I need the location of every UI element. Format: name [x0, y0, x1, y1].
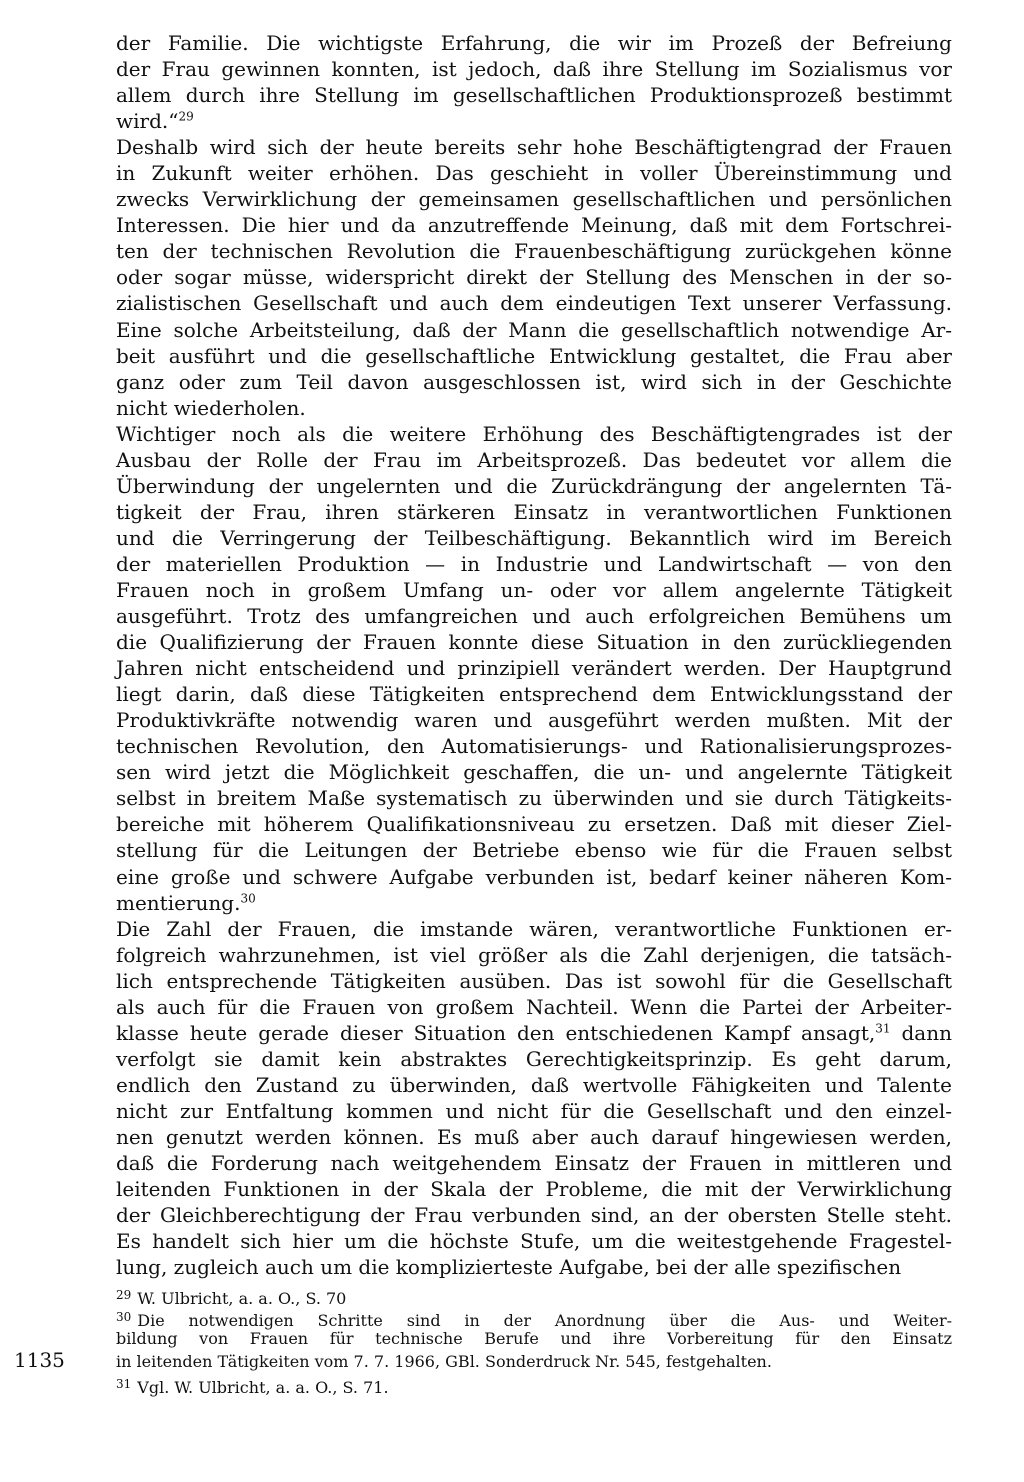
text-line	[116, 1072, 952, 1098]
line-text: nen genutzt werden können. Es muß aber auch darauf hingewiesen werden,	[116, 1124, 952, 1149]
paragraph	[116, 421, 952, 916]
text-line	[116, 525, 952, 551]
text-line	[116, 499, 952, 525]
body-text	[116, 30, 952, 1280]
line-text: tigkeit der Frau, ihren stärkeren Einsatz in verantwortlichen Funktionen	[116, 499, 952, 524]
line-text: wird.“	[116, 109, 179, 134]
line-text: Überwindung der ungelernten und die Zurückdrängung der angelernten Tä-	[116, 473, 952, 498]
line-text: Frauen noch in großem Umfang un- oder vor allem angelernte Tätigkeit	[116, 577, 952, 602]
line-text: Jahren nicht entscheidend und prinzipiell verändert werden. Der Hauptgrund	[116, 656, 952, 681]
footnote-line	[116, 1328, 952, 1350]
text-line	[116, 369, 952, 395]
footnote-line	[116, 1306, 952, 1328]
line-text: leitenden Funktionen in der Skala der Probleme, die mit der Verwirklichung	[116, 1177, 952, 1202]
footnote-text: Vgl. W. Ulbricht, a. a. O., S. 71.	[137, 1377, 389, 1397]
line-text: die Qualifizierung der Frauen konnte diese Situation in den zurückliegenden	[116, 630, 952, 655]
line-text: und die Verringerung der Teilbeschäftigung. Bekanntlich wird im Bereich	[116, 525, 952, 550]
line-text: daß die Forderung nach weitgehendem Einsatz der Frauen in mittleren und	[116, 1151, 952, 1176]
line-text: Wichtiger noch als die weitere Erhöhung des Beschäftigtengrades ist der	[116, 421, 952, 446]
line-text: der Frau gewinnen konnten, ist jedoch, daß ihre Stellung im Sozialismus vor	[116, 57, 952, 82]
line-text: ausgeführt. Trotz des umfangreichen und auch erfolgreichen Bemühens um	[116, 604, 952, 629]
footnote-number: 29	[116, 1288, 132, 1302]
text-line	[116, 707, 952, 733]
footnote-number: 30	[116, 1310, 132, 1325]
text-line	[116, 1202, 952, 1228]
text-line	[116, 785, 952, 811]
text-line	[116, 56, 952, 82]
line-text: der materiellen Produktion — in Industrie und Landwirtschaft — von den	[116, 551, 952, 576]
footnote-line	[116, 1284, 952, 1306]
text-line	[116, 1020, 952, 1046]
text-line	[116, 421, 952, 447]
line-text: zialistischen Gesellschaft und auch dem eindeutigen Text unserer Verfassung.	[116, 291, 952, 316]
line-text: Eine solche Arbeitsteilung, daß der Mann die gesellschaftlich notwendige Ar-	[116, 317, 952, 342]
text-line	[116, 1176, 952, 1202]
page-number: 1135	[14, 1348, 65, 1372]
text-line	[116, 629, 952, 655]
line-text: Deshalb wird sich der heute bereits sehr hohe Beschäftigtengrad der Frauen	[116, 135, 952, 160]
text-line	[116, 994, 952, 1020]
footnote-text: in leitenden Tätigkeiten vom 7. 7. 1966, GBl. Sonderdruck Nr. 545, festgehalten.	[116, 1351, 772, 1371]
text-line	[116, 238, 952, 264]
paragraph	[116, 916, 952, 1281]
footnote-text: W. Ulbricht, a. a. O., S. 70	[137, 1288, 347, 1308]
text-line	[116, 759, 952, 785]
line-text: Es handelt sich hier um die höchste Stufe, um die weitestgehende Fragestel-	[116, 1229, 952, 1254]
line-text: selbst in breitem Maße systematisch zu überwinden und sie durch Tätigkeits-	[116, 786, 952, 811]
footnote-ref: 29	[178, 109, 194, 124]
line-text: ganz oder zum Teil davon ausgeschlossen ist, wird sich in der Geschichte	[116, 369, 952, 394]
text-line	[116, 1150, 952, 1176]
text-line	[116, 551, 952, 577]
text-line	[116, 811, 952, 837]
line-text: mentierung.	[116, 890, 241, 915]
line-text: Produktivkräfte notwendig waren und ausgeführt werden mußten. Mit der	[116, 708, 952, 733]
line-text: als auch für die Frauen von großem Nachteil. Wenn die Partei der Arbeiter-	[116, 994, 952, 1019]
line-text: beit ausführt und die gesellschaftliche Entwicklung gestaltet, die Frau aber	[116, 343, 952, 368]
footnotes	[116, 1284, 952, 1395]
text-line	[116, 1124, 952, 1150]
line-text: in Zukunft weiter erhöhen. Das geschieht in voller Übereinstimmung und	[116, 161, 952, 186]
line-text: verfolgt sie damit kein abstraktes Gerechtigkeitsprinzip. Es geht darum,	[116, 1046, 952, 1071]
text-line	[116, 317, 952, 343]
line-text: lich entsprechende Tätigkeiten ausüben. Das ist sowohl für die Gesellschaft	[116, 968, 952, 993]
text-line	[116, 890, 952, 916]
text-line	[116, 968, 952, 994]
text-line	[116, 473, 952, 499]
text-line	[116, 447, 952, 473]
footnote-line	[116, 1351, 952, 1373]
line-text: stellung für die Leitungen der Betriebe ebenso wie für die Frauen selbst	[116, 838, 952, 863]
line-text: der Gleichberechtigung der Frau verbunden sind, an der obersten Stelle steht.	[116, 1203, 952, 1228]
text-line	[116, 1098, 952, 1124]
line-text: der Familie. Die wichtigste Erfahrung, die wir im Prozeß der Befreiung	[116, 31, 952, 55]
line-text: nicht zur Entfaltung kommen und nicht für die Gesellschaft und den einzel-	[116, 1098, 952, 1123]
line-text: nicht wiederholen.	[116, 395, 306, 420]
text-line	[116, 837, 952, 863]
text-line	[116, 942, 952, 968]
footnote-ref: 30	[240, 891, 256, 906]
text-line	[116, 733, 952, 759]
text-line	[116, 186, 952, 212]
text-line	[116, 655, 952, 681]
text-line	[116, 343, 952, 369]
text-line	[116, 1254, 952, 1280]
text-line	[116, 264, 952, 290]
line-text: endlich den Zustand zu überwinden, daß wertvolle Fähigkeiten und Talente	[116, 1072, 952, 1097]
text-line	[116, 82, 952, 108]
text-line	[116, 30, 952, 56]
line-text: oder sogar müsse, widerspricht direkt der Stellung des Menschen in der so-	[116, 265, 952, 290]
line-text: allem durch ihre Stellung im gesellschaftlichen Produktionsprozeß bestimmt	[116, 83, 952, 108]
text-line	[116, 395, 952, 421]
line-text: liegt darin, daß diese Tätigkeiten entsprechend dem Entwicklungsstand der	[116, 682, 952, 707]
line-text: technischen Revolution, den Automatisierungs- und Rationalisierungsprozes-	[116, 734, 952, 759]
paragraph	[116, 134, 952, 421]
line-text: bereiche mit höherem Qualifikationsniveau zu ersetzen. Daß mit dieser Ziel-	[116, 812, 952, 837]
paragraph	[116, 30, 952, 134]
footnote-ref: 31	[875, 1021, 891, 1036]
text-line	[116, 134, 952, 160]
text-line	[116, 108, 952, 134]
text-line	[116, 160, 952, 186]
text-line	[116, 212, 952, 238]
text-line	[116, 1046, 952, 1072]
line-text: Die Zahl der Frauen, die imstande wären, verantwortliche Funktionen er-	[116, 916, 952, 941]
line-text: klasse heute gerade dieser Situation den entschiedenen Kampf ansagt,	[116, 1020, 876, 1045]
line-text: folgreich wahrzunehmen, ist viel größer als die Zahl derjenigen, die tatsäch-	[116, 942, 952, 967]
text-line	[116, 916, 952, 942]
text-line	[116, 1228, 952, 1254]
line-text: Ausbau der Rolle der Frau im Arbeitsprozeß. Das bedeutet vor allem die	[116, 447, 952, 472]
line-text: zwecks Verwirklichung der gemeinsamen gesellschaftlichen und persönlichen	[116, 187, 952, 212]
footnote-number: 31	[116, 1376, 132, 1391]
text-line	[116, 603, 952, 629]
line-text: Interessen. Die hier und da anzutreffende Meinung, daß mit dem Fortschrei-	[116, 213, 952, 238]
text-line	[116, 290, 952, 316]
footnote-line	[116, 1373, 952, 1395]
text-line	[116, 681, 952, 707]
line-text: eine große und schwere Aufgabe verbunden ist, bedarf keiner näheren Kom-	[116, 864, 952, 889]
text-line	[116, 864, 952, 890]
footnote-text: Die notwendigen Schritte sind in der Anordnung über die Aus- und Weiter-	[137, 1310, 952, 1330]
line-text: lung, zugleich auch um die komplizierteste Aufgabe, bei der alle spezifischen	[116, 1255, 902, 1280]
footnote-text: bildung von Frauen für technische Berufe und ihre Vorbereitung für den Einsatz	[116, 1329, 952, 1349]
line-text: ten der technischen Revolution die Frauenbeschäftigung zurückgehen könne	[116, 239, 952, 264]
text-line	[116, 577, 952, 603]
line-text: sen wird jetzt die Möglichkeit geschaffen, die un- und angelernte Tätigkeit	[116, 760, 952, 785]
line-text: dann	[890, 1020, 952, 1045]
